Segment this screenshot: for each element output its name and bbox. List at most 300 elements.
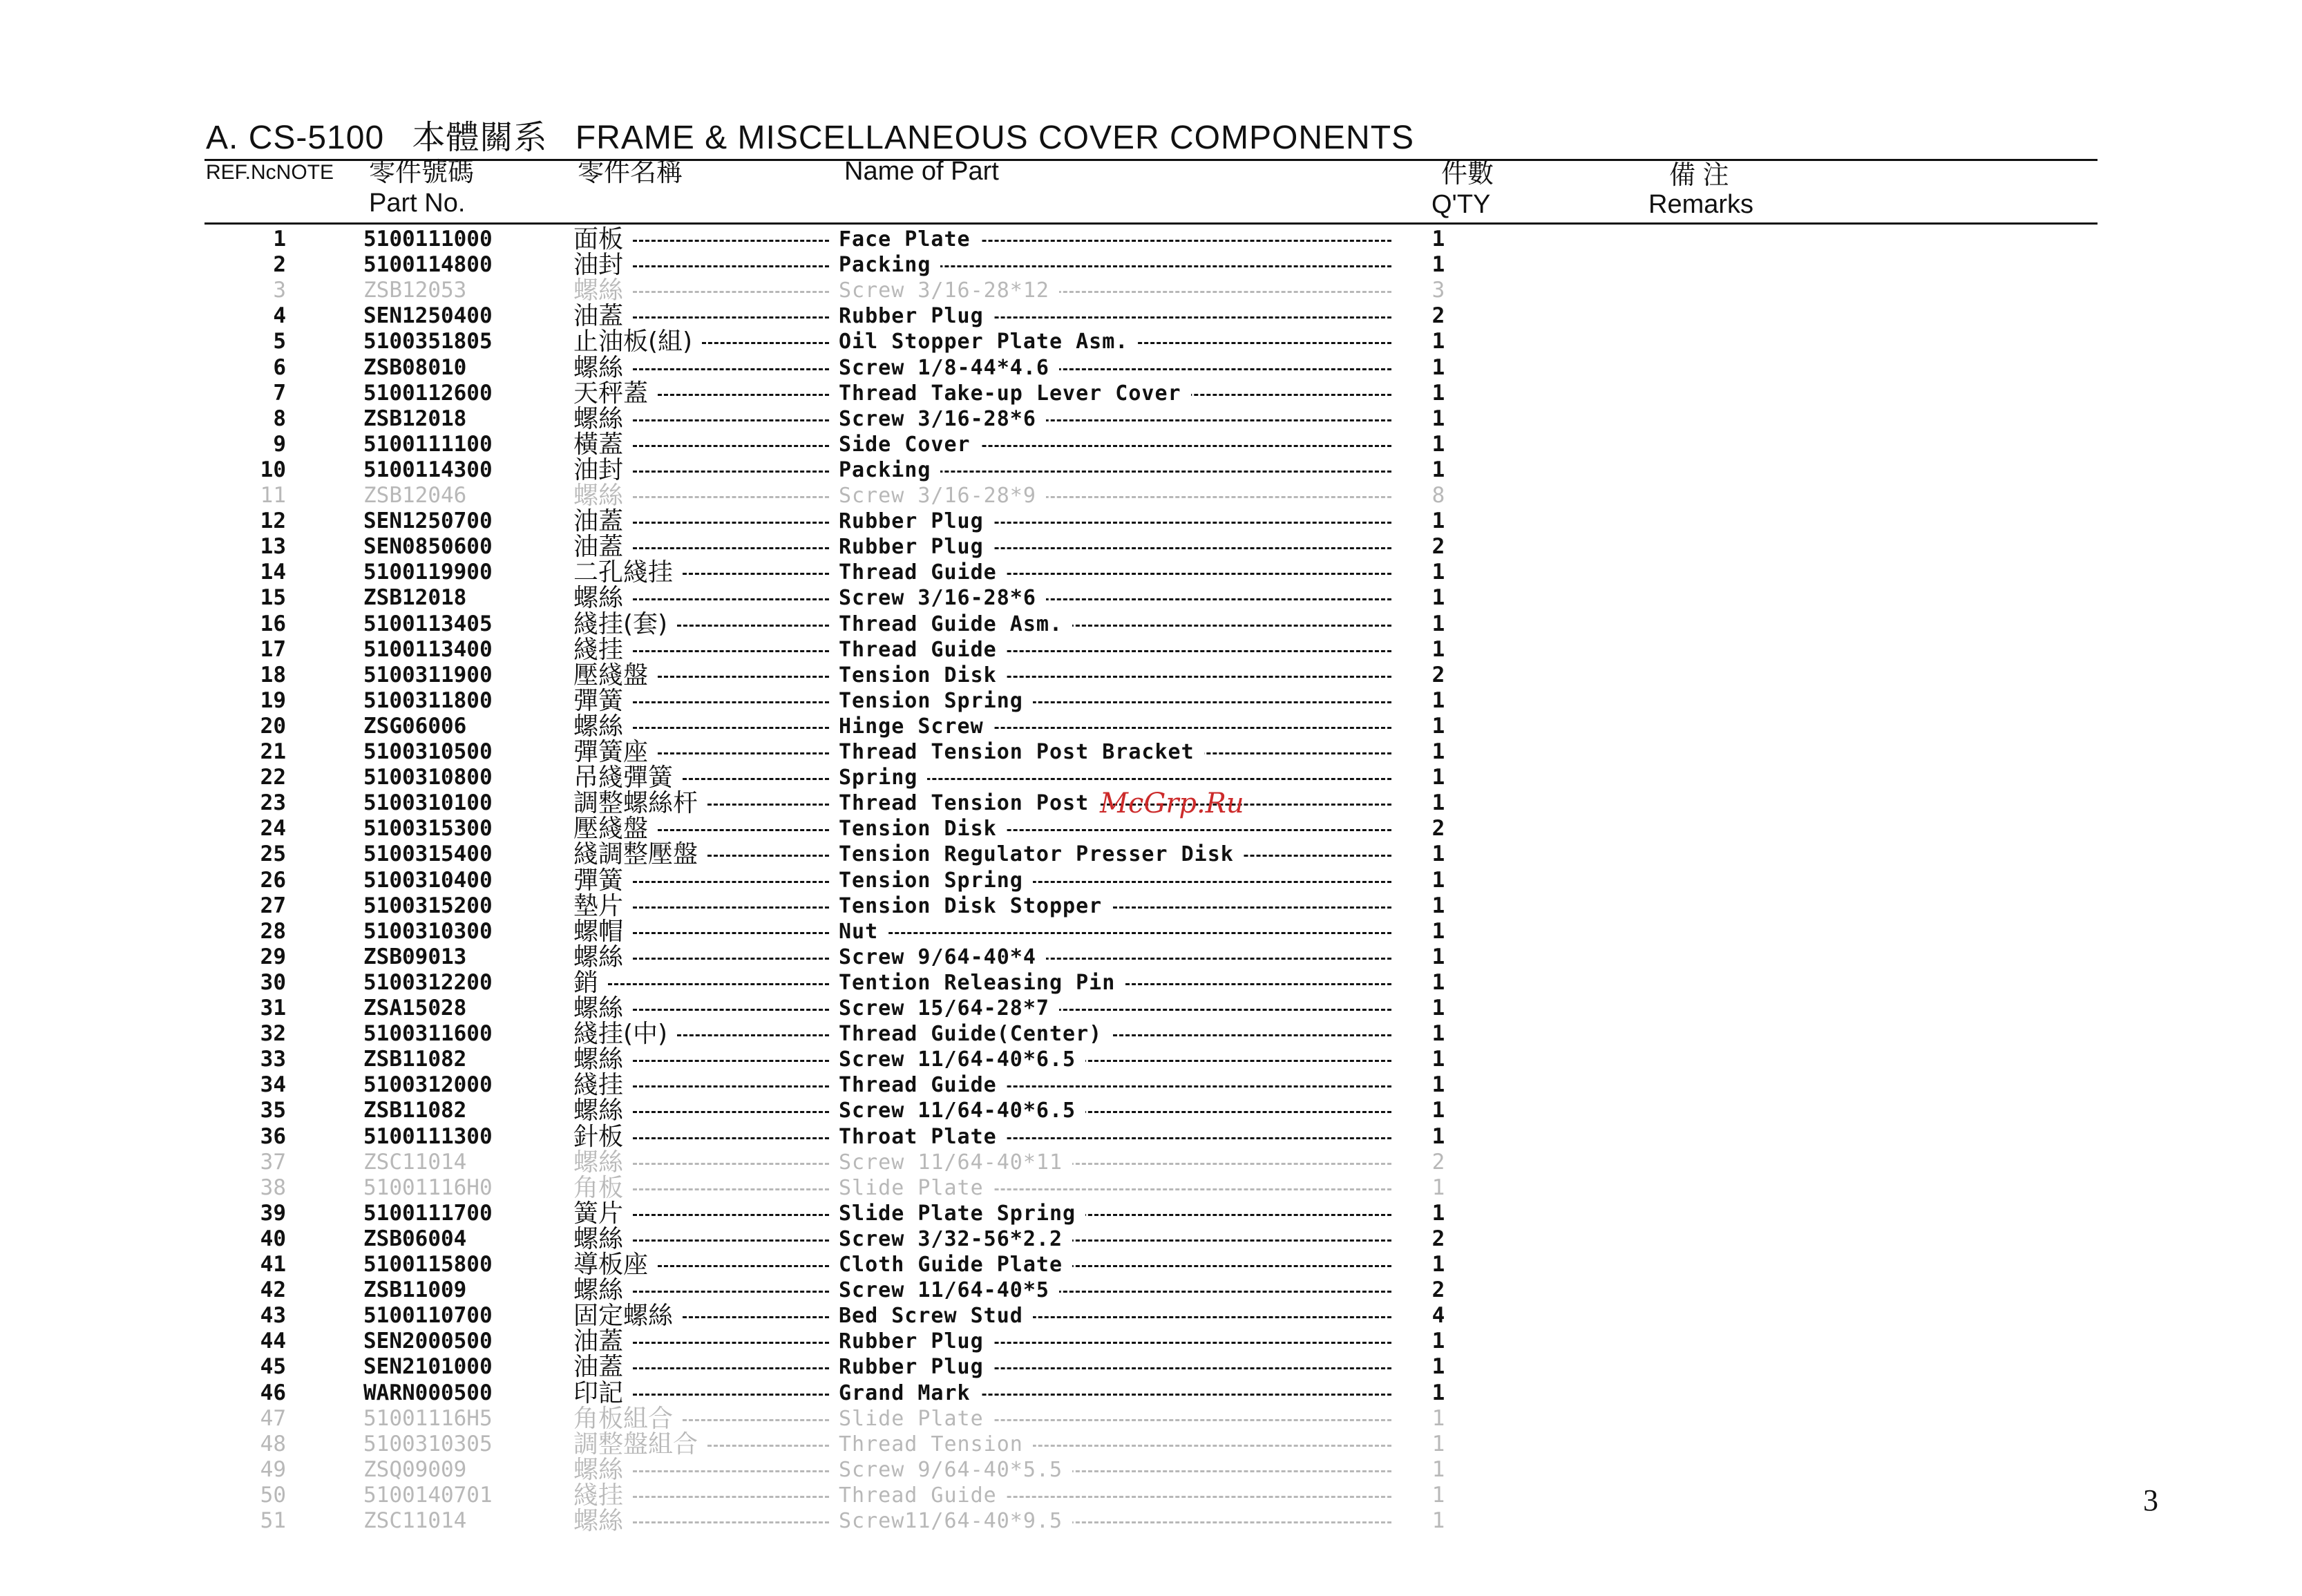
part-number: SEN0850600	[363, 534, 493, 560]
quantity: 1	[1431, 867, 1445, 893]
part-name-english	[839, 534, 993, 560]
part-name-english-text: Cloth Guide Plate	[839, 1253, 1072, 1277]
quantity: 1	[1431, 1072, 1445, 1098]
table-row	[0, 663, 2302, 688]
ref-number: 39	[260, 1200, 286, 1226]
quantity: 1	[1431, 227, 1445, 251]
part-name-english	[839, 893, 1112, 919]
leader-line	[707, 1445, 829, 1447]
ref-number: 37	[260, 1149, 286, 1175]
ref-number: 33	[260, 1047, 286, 1072]
quantity: 1	[1431, 1354, 1445, 1380]
part-name-english	[839, 637, 1007, 663]
ref-number: 51	[260, 1508, 286, 1533]
header-name-en: Name of Part	[844, 157, 999, 186]
table-row	[0, 714, 2302, 739]
ref-number: 44	[260, 1329, 286, 1354]
quantity: 1	[1431, 1047, 1445, 1072]
part-number: ZSQ09009	[363, 1456, 467, 1482]
quantity: 1	[1431, 765, 1445, 790]
part-name-english	[839, 252, 940, 278]
table-row	[0, 483, 2302, 509]
part-name-chinese: 螺絲	[573, 1455, 624, 1484]
table-row	[0, 534, 2302, 560]
header-partno-cn: 零件號碼	[369, 158, 475, 187]
leader-line	[633, 1496, 829, 1498]
header-qty-cn: 件數	[1441, 160, 1494, 189]
part-name-chinese: 油蓋	[573, 507, 624, 536]
part-name-english	[839, 714, 993, 739]
part-name-english-text: Thread Guide	[839, 1073, 1007, 1097]
part-name-chinese: 螺絲	[573, 482, 624, 510]
table-row	[0, 278, 2302, 303]
ref-number: 24	[260, 816, 286, 842]
part-name-english	[839, 381, 1191, 406]
quantity: 1	[1431, 1200, 1445, 1226]
part-name-english-text: Rubber Plug	[839, 509, 993, 533]
quantity: 1	[1431, 1431, 1445, 1456]
part-name-english-text: Tension Disk Stopper	[839, 894, 1112, 918]
table-row	[0, 1429, 2302, 1459]
leader-line	[608, 983, 829, 985]
quantity: 8	[1431, 483, 1445, 508]
part-name-english	[839, 1432, 1033, 1457]
part-name-english	[839, 483, 1046, 509]
part-name-english	[839, 1150, 1072, 1175]
part-name-chinese: 針板	[573, 1122, 624, 1151]
part-name-english	[839, 406, 1046, 432]
part-name-english-text: Rubber Plug	[839, 1355, 993, 1379]
ref-number: 14	[260, 560, 286, 585]
table-row	[0, 1406, 2302, 1432]
quantity: 1	[1431, 893, 1445, 918]
table-row	[0, 303, 2302, 329]
part-name-chinese: 油蓋	[573, 1353, 624, 1382]
quantity: 1	[1431, 509, 1445, 534]
leader-line	[683, 573, 829, 575]
part-number: 5100110700	[363, 1303, 493, 1329]
leader-line	[633, 1521, 829, 1523]
table-row	[0, 637, 2302, 663]
table-row	[0, 1175, 2302, 1201]
leader-line	[633, 1060, 829, 1062]
ref-number: 17	[260, 636, 286, 662]
part-name-english-text: Screw 3/16-28*6	[839, 586, 1046, 610]
ref-number: 19	[260, 687, 286, 713]
part-name-chinese: 螺絲	[573, 994, 624, 1023]
table-row	[0, 688, 2302, 714]
quantity: 1	[1431, 713, 1445, 739]
ref-number: 25	[260, 842, 286, 867]
quantity: 2	[1431, 1149, 1445, 1175]
part-number: 5100351805	[363, 329, 493, 354]
part-number: 5100312200	[363, 969, 493, 995]
ref-number: 49	[260, 1456, 286, 1482]
part-number: WARN000500	[363, 1380, 493, 1405]
table-row	[0, 1329, 2302, 1354]
part-number: SEN1250700	[363, 509, 493, 534]
part-name-english	[839, 1406, 993, 1432]
part-name-english	[839, 1098, 1085, 1123]
part-name-chinese: 螺絲	[573, 1276, 624, 1305]
leader-line	[633, 547, 829, 549]
table-row	[0, 381, 2302, 406]
quantity: 2	[1431, 303, 1445, 329]
part-number: ZSB12046	[363, 483, 467, 508]
leader-line	[633, 1394, 829, 1396]
table-row	[0, 432, 2302, 457]
quantity: 1	[1431, 1508, 1445, 1533]
part-name-chinese: 導板座	[573, 1251, 649, 1279]
quantity: 2	[1431, 1226, 1445, 1251]
part-name-english	[839, 765, 927, 790]
part-name-chinese: 角板組合	[573, 1404, 674, 1433]
table-row	[0, 611, 2302, 637]
leader-line	[633, 1239, 829, 1242]
part-number: 5100311900	[363, 662, 493, 687]
part-name-english	[839, 355, 1059, 381]
leader-line	[633, 1367, 829, 1369]
part-name-english-text: Tension Disk	[839, 817, 1007, 841]
leader-line	[658, 829, 829, 831]
leader-line	[658, 676, 829, 678]
part-name-english-text: Screw 3/16-28*9	[839, 484, 1046, 508]
table-row	[0, 816, 2302, 842]
part-name-english-text: Rubber Plug	[839, 535, 993, 559]
part-name-english	[839, 509, 993, 534]
leader-line	[633, 445, 829, 447]
part-name-english-text: Spring	[839, 766, 927, 790]
part-name-english	[839, 1047, 1085, 1072]
part-name-english	[839, 970, 1125, 996]
header-name-cn: 零件名稱	[578, 158, 683, 187]
part-number: ZSB11082	[363, 1047, 467, 1072]
quantity: 4	[1431, 1303, 1445, 1329]
header-top-rule	[204, 159, 2098, 161]
part-name-english-text: Screw 11/64-40*11	[839, 1150, 1072, 1175]
table-row	[0, 457, 2302, 483]
part-name-chinese: 簧片	[573, 1199, 624, 1228]
quantity: 1	[1431, 1021, 1445, 1047]
part-name-chinese: 壓綫盤	[573, 661, 649, 690]
header-qty-en: Q'TY	[1431, 190, 1491, 219]
table-row	[0, 1508, 2302, 1534]
table-row	[0, 944, 2302, 970]
ref-number: 8	[273, 406, 286, 431]
part-name-chinese: 印記	[573, 1378, 624, 1407]
part-name-english	[839, 1483, 1007, 1508]
part-name-english	[839, 1508, 1072, 1534]
table-row	[0, 868, 2302, 893]
part-name-english	[839, 1226, 1072, 1252]
part-number: 5100310800	[363, 765, 493, 790]
ref-number: 47	[260, 1405, 286, 1431]
ref-number: 48	[260, 1431, 286, 1456]
leader-line	[633, 1085, 829, 1087]
part-name-english-text: Screw 11/64-40*6.5	[839, 1047, 1085, 1072]
table-row	[0, 1072, 2302, 1098]
part-number: 5100310100	[363, 790, 493, 816]
part-name-english-text: Slide Plate	[839, 1407, 993, 1431]
table-row	[0, 1124, 2302, 1150]
ref-number: 2	[273, 252, 286, 278]
table-row	[0, 560, 2302, 585]
part-name-english	[839, 1329, 993, 1354]
ref-number: 43	[260, 1303, 286, 1329]
part-name-chinese: 止油板(組)	[573, 327, 693, 357]
part-name-english	[839, 560, 1007, 585]
part-name-english	[839, 816, 1007, 842]
leader-line	[683, 1316, 829, 1318]
table-row	[0, 509, 2302, 534]
part-name-english	[839, 1175, 993, 1201]
leader-line	[633, 1291, 829, 1293]
part-number: 5100311800	[363, 687, 493, 713]
ref-number: 15	[260, 585, 286, 611]
quantity: 1	[1431, 969, 1445, 995]
part-name-english	[839, 996, 1059, 1021]
quantity: 1	[1431, 842, 1445, 867]
part-name-english-text: Screw 11/64-40*5	[839, 1278, 1059, 1302]
part-name-english-text: Thread Tension	[839, 1432, 1033, 1456]
part-number: ZSC11014	[363, 1149, 467, 1175]
quantity: 1	[1431, 585, 1445, 611]
part-number: 5100113405	[363, 611, 493, 636]
part-number: 5100111100	[363, 431, 493, 457]
table-row	[0, 1354, 2302, 1380]
leader-line	[633, 932, 829, 934]
part-name-chinese: 螺絲	[573, 1096, 624, 1125]
quantity: 1	[1431, 1123, 1445, 1149]
part-number: 5100315200	[363, 893, 493, 918]
part-number: ZSA15028	[363, 996, 467, 1020]
part-name-chinese: 綫挂	[573, 1071, 624, 1100]
leader-line	[677, 625, 829, 627]
part-name-english	[839, 278, 1059, 303]
part-name-english	[839, 1277, 1059, 1303]
part-name-english-text: Tension Regulator Presser Disk	[839, 842, 1244, 866]
part-name-chinese: 彈簧	[573, 686, 624, 715]
ref-number: 27	[260, 893, 286, 918]
quantity: 1	[1431, 1456, 1445, 1482]
part-name-chinese: 螺絲	[573, 1224, 624, 1253]
leader-line	[633, 1111, 829, 1113]
table-row	[0, 1226, 2302, 1252]
quantity: 1	[1431, 1380, 1445, 1405]
part-name-chinese: 螺絲	[573, 276, 624, 305]
part-name-chinese: 螺絲	[573, 1045, 624, 1074]
part-name-english-text: Nut	[839, 920, 888, 944]
ref-number: 32	[260, 1021, 286, 1047]
part-name-english-text: Slide Plate	[839, 1176, 993, 1200]
leader-line	[707, 855, 829, 857]
part-name-english	[839, 585, 1046, 611]
ref-number: 3	[273, 278, 286, 303]
part-number: SEN2000500	[363, 1329, 493, 1354]
table-row	[0, 1150, 2302, 1175]
ref-number: 34	[260, 1072, 286, 1098]
part-name-chinese: 二孔綫挂	[573, 558, 674, 587]
part-name-chinese: 角板	[573, 1173, 624, 1202]
ref-number: 6	[273, 354, 286, 380]
part-name-english	[839, 1021, 1112, 1047]
ref-number: 36	[260, 1123, 286, 1149]
part-name-chinese: 調整螺絲杆	[573, 789, 698, 818]
part-number: ZSB11009	[363, 1277, 467, 1303]
part-name-english-text: Tension Spring	[839, 689, 1033, 713]
part-name-english-text: Screw 11/64-40*6.5	[839, 1099, 1085, 1123]
part-number: 5100310305	[363, 1431, 493, 1456]
table-row	[0, 739, 2302, 765]
leader-line	[633, 701, 829, 703]
part-name-english-text: Oil Stopper Plate Asm.	[839, 330, 1138, 354]
table-row	[0, 327, 2302, 357]
quantity: 3	[1431, 278, 1445, 303]
part-number: ZSB06004	[363, 1226, 467, 1251]
leader-line	[839, 932, 1391, 934]
part-name-english	[839, 1252, 1072, 1277]
part-name-english	[839, 227, 980, 252]
leader-line	[633, 291, 829, 293]
ref-number: 23	[260, 790, 286, 816]
part-name-english	[839, 303, 993, 329]
leader-line	[633, 881, 829, 883]
quantity: 1	[1431, 406, 1445, 431]
watermark: McGrp.Ru	[1100, 788, 1244, 819]
part-number: 5100111300	[363, 1123, 493, 1149]
section-title-chinese: 本體關系	[412, 120, 548, 156]
leader-line	[633, 419, 829, 421]
part-number: ZSB11082	[363, 1098, 467, 1123]
part-number: 5100315400	[363, 842, 493, 867]
part-name-english-text: Hinge Screw	[839, 714, 993, 739]
ref-number: 41	[260, 1252, 286, 1277]
ref-number: 26	[260, 867, 286, 893]
part-name-english	[839, 1201, 1085, 1226]
part-number: ZSB12053	[363, 278, 467, 303]
leader-line	[633, 522, 829, 524]
leader-line	[633, 1188, 829, 1190]
quantity: 2	[1431, 816, 1445, 842]
leader-line	[633, 650, 829, 652]
part-name-chinese: 螺絲	[573, 584, 624, 613]
part-name-english-text: Throat Plate	[839, 1125, 1007, 1149]
part-name-chinese: 銷	[573, 968, 599, 997]
part-name-english-text: Thread Tension Post	[839, 791, 1098, 815]
ref-number: 50	[260, 1482, 286, 1508]
quantity: 1	[1431, 1252, 1445, 1277]
page-number: 3	[2143, 1483, 2158, 1517]
part-name-english-text: Thread Guide	[839, 638, 1007, 662]
part-name-chinese: 壓綫盤	[573, 815, 649, 844]
part-name-english-text: Face Plate	[839, 227, 980, 251]
ref-number: 28	[260, 918, 286, 944]
ref-number: 21	[260, 739, 286, 764]
part-name-chinese: 螺帽	[573, 917, 624, 946]
part-number: 5100113400	[363, 636, 493, 662]
table-row	[0, 1380, 2302, 1406]
part-name-english-text: Packing	[839, 458, 940, 482]
part-number: 5100112600	[363, 380, 493, 406]
quantity: 1	[1431, 944, 1445, 969]
part-number: 51001116H5	[363, 1405, 493, 1431]
quantity: 1	[1431, 431, 1445, 457]
table-row	[0, 1457, 2302, 1483]
part-number: 5100315300	[363, 816, 493, 842]
part-number: 5100119900	[363, 560, 493, 585]
leader-line	[633, 316, 829, 319]
part-name-english	[839, 611, 1072, 637]
part-name-english	[839, 1124, 1007, 1150]
table-row	[0, 842, 2302, 867]
part-name-english-text: Screw 3/16-28*12	[839, 278, 1059, 303]
part-name-chinese: 螺絲	[573, 404, 624, 433]
leader-line	[633, 1470, 829, 1472]
part-name-chinese: 橫蓋	[573, 430, 624, 459]
part-name-english-text: Thread Guide Asm.	[839, 612, 1072, 636]
ref-number: 30	[260, 969, 286, 995]
leader-line	[658, 1265, 829, 1267]
section-title-english: FRAME & MISCELLANEOUS COVER COMPONENTS	[575, 120, 1415, 156]
part-name-chinese: 墊片	[573, 891, 624, 920]
part-name-english-text: Rubber Plug	[839, 304, 993, 328]
part-name-english-text: Screw 1/8-44*4.6	[839, 356, 1059, 380]
quantity: 1	[1431, 1098, 1445, 1123]
part-name-english-text: Thread Tension Post Bracket	[839, 740, 1204, 764]
part-name-english	[839, 457, 940, 483]
table-row	[0, 919, 2302, 944]
leader-line	[633, 1009, 829, 1011]
part-number: 5100310500	[363, 739, 493, 764]
part-name-english	[839, 944, 1046, 970]
ref-number: 29	[260, 944, 286, 969]
ref-number: 10	[260, 457, 286, 482]
ref-number: 35	[260, 1098, 286, 1123]
table-row	[0, 1047, 2302, 1072]
part-name-chinese: 綫挂(中)	[573, 1020, 668, 1049]
ref-number: 42	[260, 1277, 286, 1303]
part-name-chinese: 油蓋	[573, 1327, 624, 1356]
part-name-chinese: 固定螺絲	[573, 1302, 674, 1331]
part-name-english-text: Screw 9/64-40*4	[839, 945, 1046, 969]
part-name-chinese: 綫挂	[573, 1481, 624, 1510]
table-row	[0, 1483, 2302, 1508]
quantity: 2	[1431, 1277, 1445, 1303]
leader-line	[707, 804, 829, 806]
leader-line	[633, 906, 829, 909]
part-name-chinese: 綫挂(套)	[573, 609, 668, 638]
part-name-english-text: Tension Disk	[839, 663, 1007, 687]
quantity: 1	[1431, 636, 1445, 662]
leader-line	[633, 727, 829, 729]
leader-line	[633, 471, 829, 473]
quantity: 1	[1431, 996, 1445, 1020]
part-number: ZSG06006	[363, 713, 467, 739]
leader-line	[633, 958, 829, 960]
part-name-chinese: 面板	[573, 225, 624, 254]
part-name-english-text: Screw 9/64-40*5.5	[839, 1458, 1072, 1482]
leader-line	[633, 598, 829, 600]
part-name-english-text: Thread Guide	[839, 1483, 1007, 1508]
leader-line	[633, 368, 829, 370]
ref-number: 31	[260, 996, 286, 1020]
ref-number: 9	[273, 431, 286, 457]
leader-line	[658, 394, 829, 396]
part-number: SEN1250400	[363, 303, 493, 329]
part-name-english	[839, 329, 1138, 354]
part-name-english	[839, 1354, 993, 1380]
part-name-english	[839, 663, 1007, 688]
